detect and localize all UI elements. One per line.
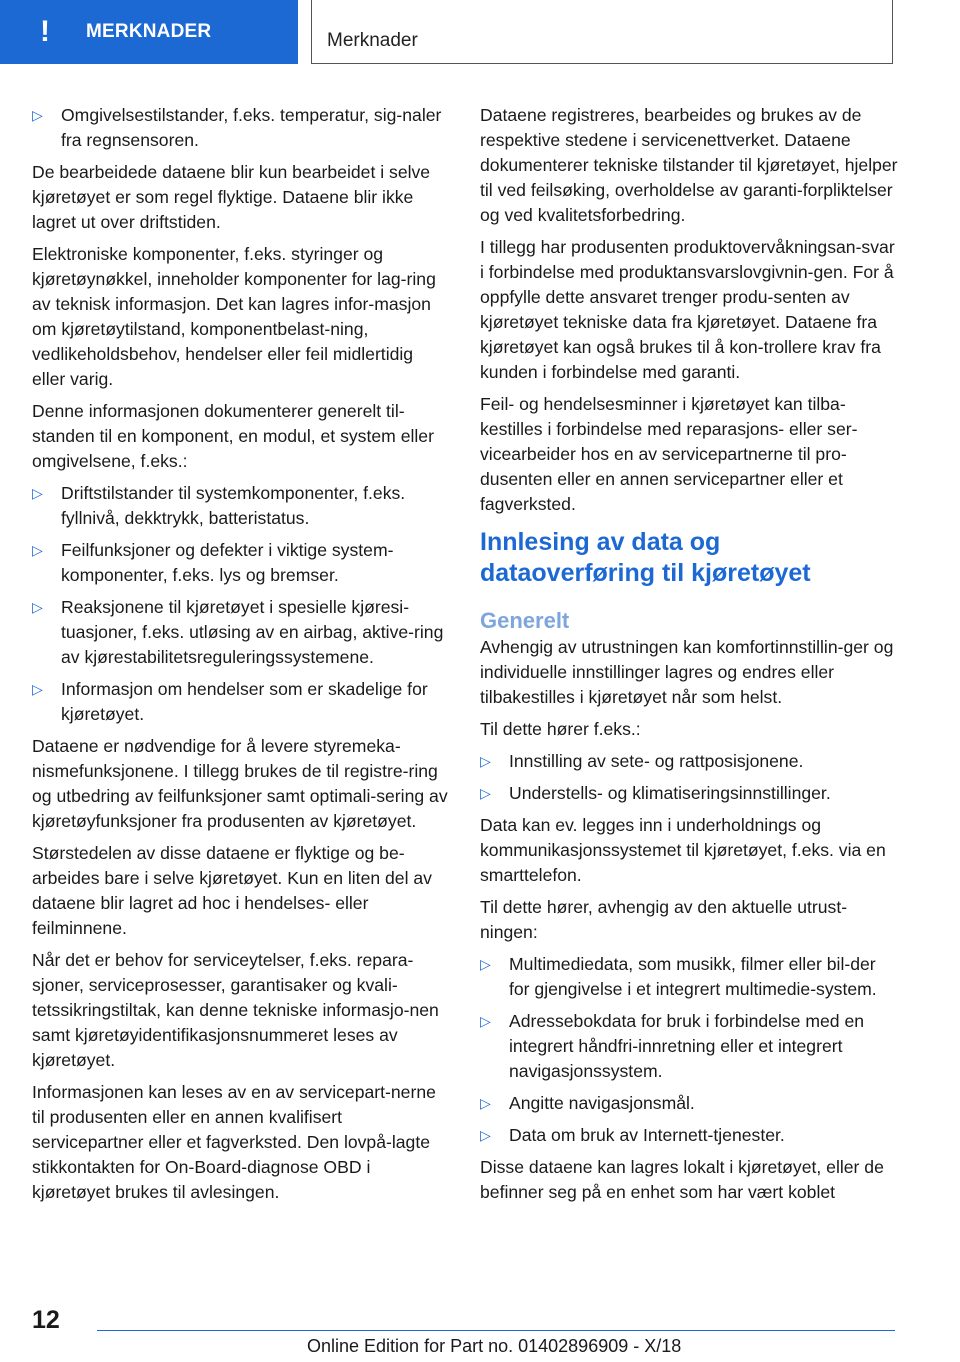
bullet-text: Innstilling av sete- og rattposisjonene. [509, 751, 804, 771]
bullet-item [480, 1123, 900, 1148]
paragraph: Størstedelen av disse dataene er flyktige og be‐arbeides bare i selve kjøretøyet. Kun en liten del av dataene blir lagret ad hoc i hendelses- eller feilminnene. [32, 843, 432, 938]
bullet-item [32, 538, 450, 588]
paragraph: Elektroniske komponenter, f.eks. styringer og kjøretøynøkkel, inneholder komponenter for lag‐ring av teknisk informasjon. Det kan lagres infor‐masjon om kjøretøytilstand, komponentbelast‐ning, vedlikeholdsbehov, hendelser eller feil midlertidig eller varig. [32, 244, 436, 389]
bullet-triangle-icon [32, 538, 43, 563]
exclamation-icon: ! [40, 15, 50, 48]
bullet-triangle-icon [480, 1123, 491, 1148]
paragraph: I tillegg har produsenten produktovervåkningsan‐svar i forbindelse med produktansvarslovgivnin‐gen. For å oppfylle dette ansvaret trenger produ‐senten av kjøretøyet tekniske data fra kjøretøyet. Dataene fra kjøretøyet kan også brukes til å kon‐trollere krav fra kunden i forbindelse med garanti. [480, 237, 895, 382]
bullet-text: Understells- og klimatiseringsinnstillinger. [509, 783, 831, 803]
bullet-text: Data om bruk av Internett-tjenester. [509, 1125, 785, 1145]
bullet-triangle-icon [32, 595, 43, 620]
section-tab [0, 0, 298, 64]
paragraph: Disse dataene kan lagres lokalt i kjøretøyet, eller de befinner seg på en enhet som har vært koblet [480, 1157, 884, 1202]
bullet-text: Informasjon om hendelser som er skadelige for kjøretøyet. [61, 679, 428, 724]
bullet-triangle-icon [480, 781, 491, 806]
bullet-item [32, 595, 450, 670]
bullet-triangle-icon [32, 103, 43, 128]
paragraph: Avhengig av utrustningen kan komfortinnstillin‐ger og individuelle innstillinger lagres og endres eller tilbakestilles i kjøretøyet når som helst. [480, 637, 894, 707]
paragraph: Til dette hører f.eks.: [480, 719, 641, 739]
paragraph: Når det er behov for serviceytelser, f.eks. repara‐sjoner, serviceprosesser, garantisaker og kvali‐tetssikringstiltak, kan denne tekniske informasjo‐nen samt kjøretøyidentifikasjonsnummeret leses av kjøretøyet. [32, 950, 439, 1070]
paragraph: Til dette hører, avhengig av den aktuelle utrust‐ningen: [480, 897, 848, 942]
right-column [480, 103, 900, 1212]
left-column [32, 103, 450, 1212]
bullet-text: Reaksjonene til kjøretøyet i spesielle kjøresi‐tuasjoner, f.eks. utløsing av en airbag, aktive‐ring av kjørestabilitetsreguleringssystemene. [61, 597, 444, 667]
bullet-item [32, 677, 450, 727]
paragraph: Denne informasjonen dokumenterer generelt til‐standen til en komponent, en modul, et system eller omgivelsene, f.eks.: [32, 401, 434, 471]
section-heading: Innlesing av data og dataoverføring til kjøretøyet [480, 528, 811, 587]
bullet-text: Adressebokdata for bruk i forbindelse med en integrert håndfri-innretning eller et integrert navigasjonssystem. [509, 1011, 865, 1081]
section-tab-label: MERKNADER [86, 21, 212, 42]
footer-edition-text: Online Edition for Part no. 01402896909 - X/18 [307, 1336, 682, 1356]
bullet-triangle-icon [480, 952, 491, 977]
bullet-text: Multimediedata, som musikk, filmer eller bil‐der for gjengivelse i et integrert multimedie‐system. [509, 954, 877, 999]
bullet-triangle-icon [480, 1091, 491, 1116]
paragraph: De bearbeidede dataene blir kun bearbeidet i selve kjøretøyet er som regel flyktige. Dataene blir ikke lagret ut over driftstiden. [32, 162, 431, 232]
bullet-triangle-icon [480, 749, 491, 774]
footer-divider [97, 1330, 895, 1331]
section-title: Merknader [327, 30, 418, 51]
bullet-text: Feilfunksjoner og defekter i viktige system‐komponenter, f.eks. lys og bremser. [61, 540, 394, 585]
paragraph: Informasjonen kan leses av en av servicepart‐nerne til produsenten eller en annen kvalifisert servicepartner eller et fagverksted. Den lovpå‐lagte stikkontakten for On-Board-diagnose OBD i kjøretøyet brukes til avlesingen. [32, 1082, 436, 1202]
bullet-triangle-icon [32, 481, 43, 506]
paragraph: Data kan ev. legges inn i underholdnings og kommunikasjonssystemet til kjøretøyet, f.eks. via en smarttelefon. [480, 815, 886, 885]
bullet-item [480, 749, 900, 774]
paragraph: Dataene registreres, bearbeides og brukes av de respektive stedene i servicenettverket. Dataene dokumenterer tekniske tilstander til kjøretøyet, hjelper til ved feilsøking, overholdelse av garanti‐forpliktelser og ved kvalitetsforbedring. [480, 105, 898, 225]
bullet-text: Omgivelsestilstander, f.eks. temperatur, sig‐naler fra regnsensoren. [61, 105, 442, 150]
bullet-text: Driftstilstander til systemkomponenter, f.eks. fyllnivå, dekktrykk, batteristatus. [61, 483, 406, 528]
subsection-heading: Generelt [480, 608, 570, 633]
bullet-triangle-icon [32, 677, 43, 702]
paragraph: Feil- og hendelsesminner i kjøretøyet kan tilba‐kestilles i forbindelse med reparasjons- eller ser‐vicearbeider hos en av servicepartnerne til pro‐dusenten eller en annen servicepartner eller et fagverksted. [480, 394, 858, 514]
bullet-item [480, 1009, 900, 1084]
page-number: 12 [32, 1306, 60, 1334]
bullet-item [32, 481, 450, 531]
bullet-text: Angitte navigasjonsmål. [509, 1093, 695, 1113]
section-header [311, 0, 893, 64]
paragraph: Dataene er nødvendige for å levere styremeka‐nismefunksjonene. I tillegg brukes de til registre‐ring og utbedring av feilfunksjoner samt optimali‐sering av kjøretøyfunksjoner fra produsenten av kjøretøyet. [32, 736, 448, 831]
bullet-item [480, 952, 900, 1002]
bullet-item [480, 1091, 900, 1116]
bullet-item [32, 103, 450, 153]
bullet-item [480, 781, 900, 806]
bullet-triangle-icon [480, 1009, 491, 1034]
